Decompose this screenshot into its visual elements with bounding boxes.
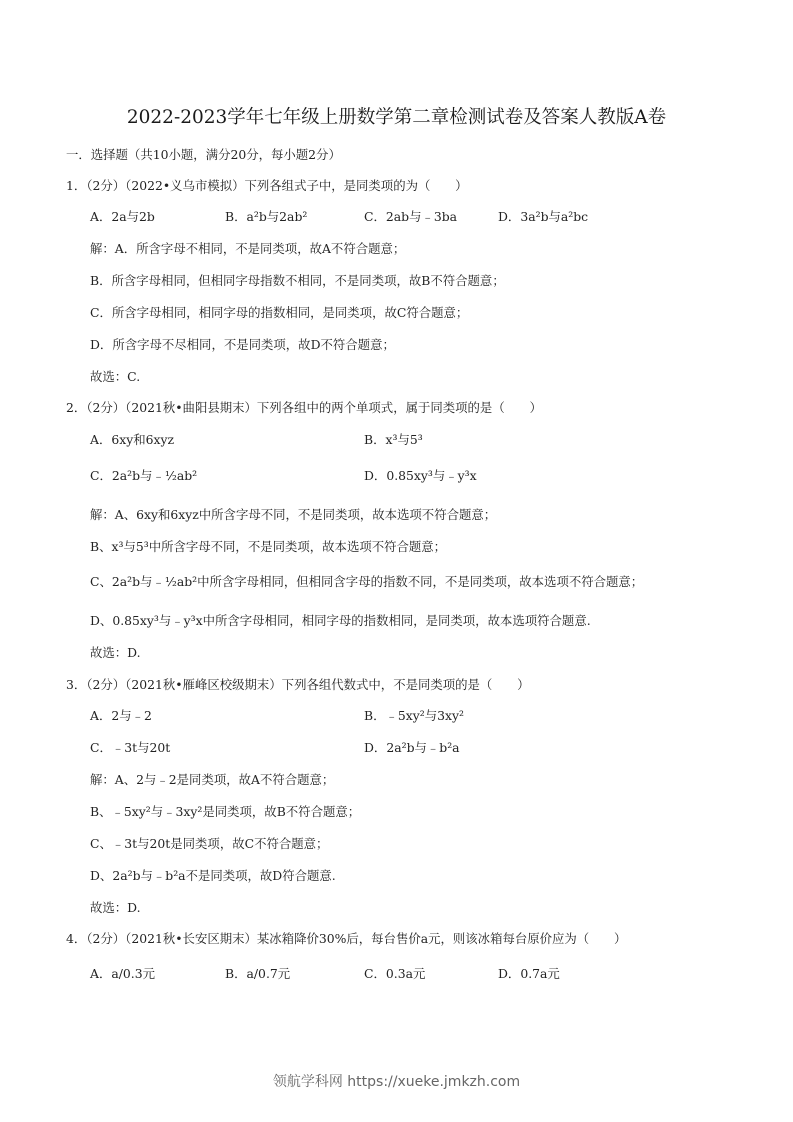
section-heading: 一．选择题（共10小题，满分20分，每小题2分） xyxy=(66,147,341,162)
question-2-answer: 故选：D. xyxy=(90,645,141,660)
question-1-option-b: B．a²b与2ab² xyxy=(225,209,308,224)
question-3-answer: 故选：D. xyxy=(90,900,141,915)
question-1-solution-line: D．所含字母不尽相同，不是同类项，故D不符合题意； xyxy=(90,337,395,352)
question-3-solution-line: C、﹣3t与20t是同类项，故C不符合题意； xyxy=(90,836,329,851)
question-4-option-a: A．a/0.3元 xyxy=(90,966,155,981)
question-1-answer: 故选：C. xyxy=(90,369,141,384)
footer-watermark: 领航学科网 https://xueke.jmkzh.com xyxy=(272,1074,521,1090)
question-2-stem: 2．（2分）（2021秋•曲阳县期末）下列各组中的两个单项式，属于同类项的是（ ） xyxy=(66,400,542,415)
question-1-solution-line: 解：A．所含字母不相同，不是同类项，故A不符合题意； xyxy=(90,241,406,256)
question-4-option-d: D．0.7a元 xyxy=(498,966,560,981)
question-2-solution-line: 解：A、6xy和6xyz中所含字母不同，不是同类项，故本选项不符合题意； xyxy=(90,507,497,522)
question-4-option-b: B．a/0.7元 xyxy=(225,966,291,981)
question-4-option-c: C．0.3a元 xyxy=(364,966,426,981)
question-2-option-c: C．2a²b与﹣½ab² xyxy=(90,468,198,483)
question-2-option-d: D．0.85xy³与﹣y³x xyxy=(364,468,477,483)
question-1-solution-line: B．所含字母相同，但相同字母指数不相同，不是同类项，故B不符合题意； xyxy=(90,273,505,288)
question-3-option-c: C．﹣3t与20t xyxy=(90,740,171,755)
question-2-option-b: B．x³与5³ xyxy=(364,432,423,447)
question-3-stem: 3．（2分）（2021秋•雁峰区校级期末）下列各组代数式中，不是同类项的是（ ） xyxy=(66,677,530,692)
question-2-solution-line: B、x³与5³中所含字母不同，不是同类项，故本选项不符合题意； xyxy=(90,539,447,554)
question-3-option-b: B．﹣5xy²与3xy² xyxy=(364,708,464,723)
question-2-solution-line: D、0.85xy³与﹣y³x中所含字母相同，相同字母的指数相同，是同类项，故本选项符合题意. xyxy=(90,613,591,628)
question-1-option-a: A．2a与2b xyxy=(90,209,155,224)
question-3-option-d: D．2a²b与﹣b²a xyxy=(364,740,460,755)
question-1-option-c: C．2ab与﹣3ba xyxy=(364,209,458,224)
question-4-stem: 4．（2分）（2021秋•长安区期末）某冰箱降价30%后，每台售价a元，则该冰箱每台原价应为（ ） xyxy=(66,931,627,946)
question-3-solution-line: 解：A、2与﹣2是同类项，故A不符合题意； xyxy=(90,772,335,787)
question-3-solution-line: B、﹣5xy²与﹣3xy²是同类项，故B不符合题意； xyxy=(90,804,361,819)
question-2-solution-line: C、2a²b与﹣½ab²中所含字母相同，但相同含字母的指数不同，不是同类项，故本选项不符合题意； xyxy=(90,574,644,589)
question-3-option-a: A．2与﹣2 xyxy=(90,708,152,723)
question-1-option-d: D．3a²b与a²bc xyxy=(498,209,589,224)
question-1-solution-line: C．所含字母相同，相同字母的指数相同，是同类项，故C符合题意； xyxy=(90,305,469,320)
question-1-stem: 1．（2分）（2022•义乌市模拟）下列各组式子中，是同类项的为（ ） xyxy=(66,178,468,193)
question-3-solution-line: D、2a²b与﹣b²a不是同类项，故D符合题意. xyxy=(90,868,336,883)
page-title: 2022-2023学年七年级上册数学第二章检测试卷及答案人教版A卷 xyxy=(126,107,667,128)
question-2-option-a: A．6xy和6xyz xyxy=(90,432,174,447)
